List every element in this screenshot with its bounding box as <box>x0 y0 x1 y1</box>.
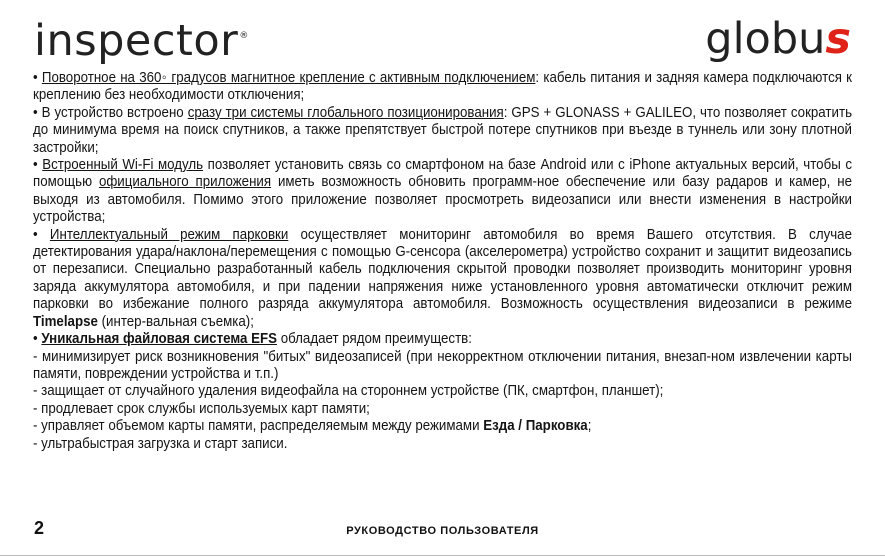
feature-mount-text: : кабель питания и задняя камера подключаются к креплению без необходимости отключения; <box>33 70 852 104</box>
globus-logo <box>705 14 851 64</box>
footer-title: РУКОВОДСТВО ПОЛЬЗОВАТЕЛЯ <box>346 525 539 537</box>
feature-wifi <box>33 157 852 227</box>
globus-logo-accent: s <box>825 14 851 64</box>
feature-mount-title: Поворотное на 360◦ градусов магнитное крепление с активным подключением <box>41 70 536 86</box>
efs-item-4-end: ; <box>587 418 592 435</box>
document-body <box>33 70 852 453</box>
bullet: • <box>33 104 42 121</box>
feature-mount <box>33 70 852 105</box>
mode-labels: Езда / Парковка <box>483 418 588 435</box>
bullet: • <box>33 70 42 86</box>
feature-efs-title: Уникальная файловая система EFS <box>41 331 278 348</box>
efs-item-1: - минимизирует риск возникновения "битых" видеозаписей (при некорректном отключении питания, внезап-ном извлечении карты памяти, повреждении устройства и т.п.) <box>33 348 852 382</box>
feature-wifi-title: Встроенный Wi-Fi модуль <box>42 157 204 174</box>
feature-parking-text-2: (интер-вальная съемка); <box>97 313 254 330</box>
official-app-link: официального приложения <box>98 174 272 191</box>
globus-logo-text: globu <box>705 14 826 64</box>
page-number: 2 <box>34 518 45 538</box>
efs-item-2: - защищает от случайного удаления видеофайла на стороннем устройстве (ПК, смартфон, планшет); <box>33 383 664 400</box>
efs-item-5: - ультрабыстрая загрузка и старт записи. <box>33 435 288 452</box>
feature-gnss-title: сразу три системы глобального позиционирования <box>187 104 504 121</box>
registered-mark: ® <box>239 30 249 41</box>
feature-wifi-text: позволяет установить связь со смартфоном на базе Android или с iPhone актуальных версий, чтобы с помощью <box>33 157 852 191</box>
inspector-logo <box>34 16 249 66</box>
efs-item-4 <box>33 418 852 435</box>
feature-efs <box>33 331 852 348</box>
bullet: • <box>33 331 42 348</box>
efs-item-4-text: - управляет объемом карты памяти, распределяемым между режимами <box>33 418 484 435</box>
feature-efs-text: обладает рядом преимуществ: <box>277 331 472 348</box>
bullet: • <box>33 226 50 243</box>
feature-gnss-text: : GPS + GLONASS + GALILEO, что позволяет сократить до минимума время на поиск спутников, а также препятствует быстрой потере спутников при въезде в туннель или зону плотной застройки; <box>33 104 853 156</box>
feature-parking-text: осуществляет мониторинг автомобиля во время Вашего отсутствия. В случае детектирования удара/наклона/перемещения с помощью G-сенсора (акселерометра) устройство сохранит и защитит видеозапись от перезаписи. Специально разработанный кабель подключения скрытой проводки позволяет производить мониторинг уровня заряда аккумулятора автомобиля, и при падении напряжения ниже установленного уровня автоматически отключит режим парковки во избежание полного разряда аккумулятора автомобиля. Возможность осуществления видеозаписи в режиме <box>33 226 852 313</box>
feature-parking <box>33 227 852 331</box>
feature-parking-title: Интеллектуальный режим парковки <box>49 226 289 243</box>
bullet: • <box>33 157 43 174</box>
feature-gnss-lead: В устройство встроено <box>41 104 188 121</box>
feature-gnss <box>33 105 852 157</box>
efs-item-3: - продлевает срок службы используемых карт памяти; <box>33 400 370 417</box>
timelapse-label: Timelapse <box>33 313 98 330</box>
feature-wifi-text-2: иметь возможность обновить программ-ное обеспечение или базу радаров и камер, не выходя из автомобиля. Помимо этого приложение позволяет просмотреть видеозаписи или внести изменения в настройки устройства; <box>33 174 852 226</box>
inspector-logo-text: inspector <box>34 16 239 66</box>
